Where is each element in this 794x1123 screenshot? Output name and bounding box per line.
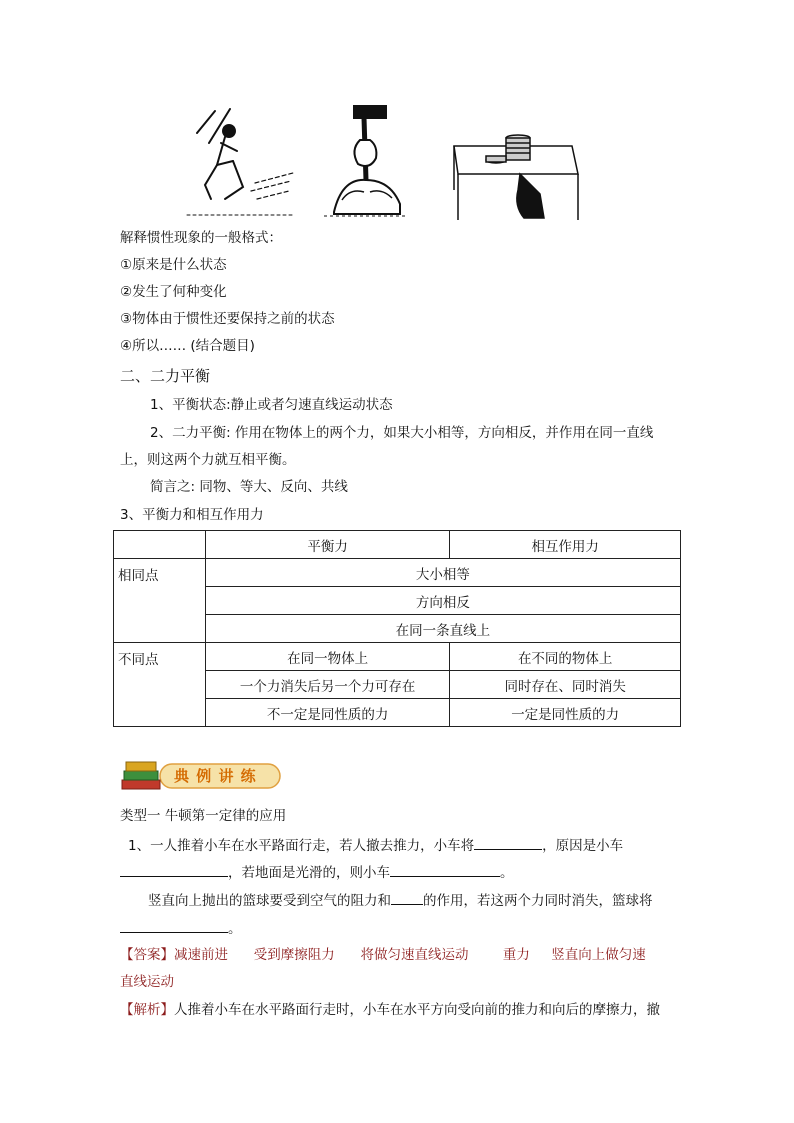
table-cell: 在同一条直线上 [205, 615, 680, 643]
table-row [114, 531, 681, 559]
question-text: 。 [500, 865, 514, 881]
answer-text: 减速前进 受到摩擦阻力 将做匀速直线运动 重力 竖直向上做匀速 [174, 947, 646, 963]
paragraph: 1、平衡状态:静止或者匀速直线运动状态 [150, 397, 393, 413]
paragraph: 3、平衡力和相互作用力 [120, 507, 264, 523]
table-cell: 大小相等 [205, 559, 680, 587]
table-row [114, 559, 681, 587]
question-text: 1、一人推着小车在水平路面行走，若人撤去推力，小车将 [128, 838, 475, 854]
format-step: ②发生了何种变化 [120, 284, 227, 300]
paragraph: 上，则这两个力就互相平衡。 [120, 452, 296, 468]
answer-blank[interactable] [391, 890, 423, 905]
question-line [148, 890, 653, 911]
question-text: ，原因是小车 [542, 838, 624, 854]
analysis-label: 【解析】 [120, 1002, 174, 1018]
long-jump-illustration [185, 103, 300, 218]
type-title: 类型一 牛顿第一定律的应用 [120, 808, 287, 824]
table-cell: 同时存在、同时消失 [450, 671, 681, 699]
table-cell: 一个力消失后另一个力可存在 [205, 671, 450, 699]
table-cell: 一定是同性质的力 [450, 699, 681, 727]
answer-blank[interactable] [474, 835, 542, 850]
question-line [120, 862, 514, 883]
comparison-table [113, 530, 681, 727]
table-cell: 不一定是同性质的力 [205, 699, 450, 727]
coin-stack-table-illustration [448, 130, 580, 222]
answer-blank[interactable] [120, 862, 228, 877]
table-header-cell: 相互作用力 [450, 531, 681, 559]
hammer-illustration [320, 100, 410, 220]
answer-blank[interactable] [120, 918, 228, 933]
table-cell: 在不同的物体上 [450, 643, 681, 671]
analysis-line [120, 1000, 660, 1020]
diff-label-cell: 不同点 [114, 643, 206, 727]
question-text: ，若地面是光滑的，则小车 [228, 865, 390, 881]
table-cell: 方向相反 [205, 587, 680, 615]
table-header-cell: 平衡力 [205, 531, 450, 559]
format-step: ③物体由于惯性还要保持之前的状态 [120, 311, 335, 327]
badge-label: 典 例 讲 练 [174, 767, 257, 785]
format-heading: 解释惯性现象的一般格式： [120, 230, 282, 246]
answer-line [120, 945, 646, 965]
answer-label: 【答案】 [120, 947, 174, 963]
table-row [114, 643, 681, 671]
answer-line: 直线运动 [120, 974, 174, 990]
same-label-cell: 相同点 [114, 559, 206, 643]
question-text: 。 [228, 921, 242, 937]
question-text: 竖直向上抛出的篮球要受到空气的阻力和 [148, 893, 391, 909]
paragraph: 2、二力平衡: 作用在物体上的两个力，如果大小相等，方向相反，并作用在同一直线 [150, 425, 654, 441]
analysis-text: 人推着小车在水平路面行走时，小车在水平方向受向前的推力和向后的摩擦力，撤 [174, 1002, 660, 1018]
format-step: ④所以…… (结合题目) [120, 338, 255, 354]
format-step: ①原来是什么状态 [120, 257, 227, 273]
section-title: 二、二力平衡 [120, 367, 211, 385]
table-header-cell [114, 531, 206, 559]
question-line [128, 835, 623, 856]
question-text: 的作用，若这两个力同时消失，篮球将 [423, 893, 653, 909]
question-line [120, 918, 242, 939]
answer-blank[interactable] [390, 862, 500, 877]
section-badge [120, 758, 282, 792]
paragraph: 简言之: 同物、等大、反向、共线 [150, 479, 348, 495]
table-cell: 在同一物体上 [205, 643, 450, 671]
